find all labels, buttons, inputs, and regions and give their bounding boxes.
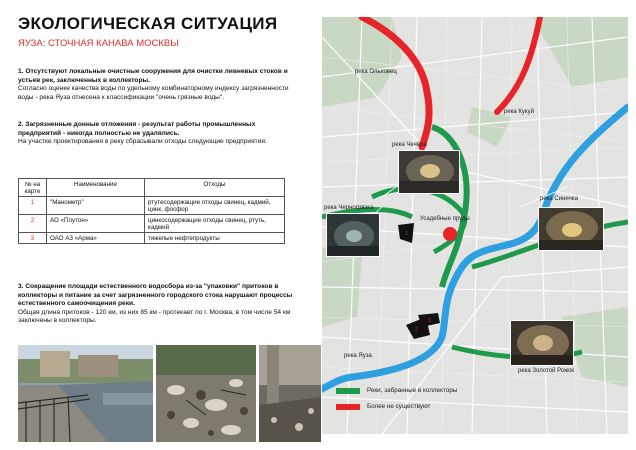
section-3 xyxy=(18,283,300,326)
embankment-photo xyxy=(18,345,153,442)
marker-3-label: 3 xyxy=(428,318,431,324)
label-ponds: Усадебные пруды xyxy=(420,216,470,222)
marker-1-label: 1 xyxy=(405,231,408,237)
chechera-collector-photo xyxy=(398,150,460,194)
table-row xyxy=(19,233,285,244)
table-cell-waste: цинкосодержащие отходы свинец, ртуть, кадмий xyxy=(145,215,285,233)
table-cell-name: АО «Плутон» xyxy=(47,215,145,233)
legend-red-swatch xyxy=(336,404,360,410)
table-cell-num: 1 xyxy=(19,197,47,215)
label-olkhovets: река Ольховец xyxy=(355,69,397,75)
section-3-heading: 3. Сокращение площади естественного водосбора из-за "упаковки" притоков в коллекторы и питание за счет загрязненного городского стока нарушают процессы естественного самоочищения реки. xyxy=(18,283,293,308)
marker-2-label: 2 xyxy=(415,327,418,333)
table-cell-name: "Манометр" xyxy=(47,197,145,215)
section-1-text: Согласно оценке качества воды по удельному комбинаторному индексу загрязненности воды - река Яуза отнесена к классификации "очень грязные воды". xyxy=(18,85,289,101)
section-1-heading: 1. Отсутствуют локальные очистные сооружения для очистки ливневых стоков и устьев рек, заключенных в коллекторы. xyxy=(18,68,288,84)
label-yauza: река Яуза xyxy=(344,353,372,359)
chernogryazka-collector-photo xyxy=(326,213,380,257)
table-cell-waste: тяжелые нефтепродукты xyxy=(145,233,285,244)
page-title: ЭКОЛОГИЧЕСКАЯ СИТУАЦИЯ xyxy=(18,14,278,33)
section-1 xyxy=(18,68,300,102)
legend-lost xyxy=(336,403,516,412)
legend-collector xyxy=(336,387,516,396)
manor-ponds-marker xyxy=(443,227,457,241)
page-subtitle: ЯУЗА: СТОЧНАЯ КАНАВА МОСКВЫ xyxy=(18,38,179,49)
bridge-photo xyxy=(259,345,321,442)
sinichka-collector-photo xyxy=(538,207,604,251)
table-row xyxy=(19,215,285,233)
label-zolotoy-rozhok: река Золотой Рожок xyxy=(518,368,575,374)
polluters-table xyxy=(18,178,285,244)
zolotoy-rozhok-collector-photo xyxy=(510,320,574,366)
table-header: № на карте xyxy=(19,179,47,197)
label-chechera: река Чечёра xyxy=(392,142,427,148)
legend-lost-label: Более не существуют xyxy=(367,403,431,410)
table-cell-num: 2 xyxy=(19,215,47,233)
legend-collector-label: Реки, забранные в коллекторы xyxy=(367,387,458,394)
label-kukuy: река Кукуй xyxy=(504,109,534,115)
section-2-heading: 2. Загрязненные донные отложения - результат работы промышленных предприятий - никогда полностью не удалялись. xyxy=(18,121,256,137)
river-map xyxy=(322,17,628,434)
table-row xyxy=(19,197,285,215)
table-header: Отходы xyxy=(145,179,285,197)
table-cell-name: ОАО АЗ «Арма» xyxy=(47,233,145,244)
table-cell-waste: ртутесодержащие отходы свинец, кадмий, цинк, фосфор xyxy=(145,197,285,215)
section-3-text: Общая длина притоков - 120 км, из них 85 км - протекает по г. Москва, в том числе 54 км заключены в коллекторы. xyxy=(18,308,291,325)
table-header-row xyxy=(19,179,285,197)
label-chernogryazka: река Черногрязка xyxy=(324,205,374,211)
table-cell-num: 3 xyxy=(19,233,47,244)
label-sinichka: река Синичка xyxy=(540,196,579,202)
litter-photo xyxy=(156,345,256,442)
legend-green-swatch xyxy=(336,388,360,394)
section-2 xyxy=(18,121,300,147)
table-header: Наименование xyxy=(47,179,145,197)
section-2-text: На участке проектирования в реку сбрасывали отходы следующие предприятия: xyxy=(18,138,267,146)
